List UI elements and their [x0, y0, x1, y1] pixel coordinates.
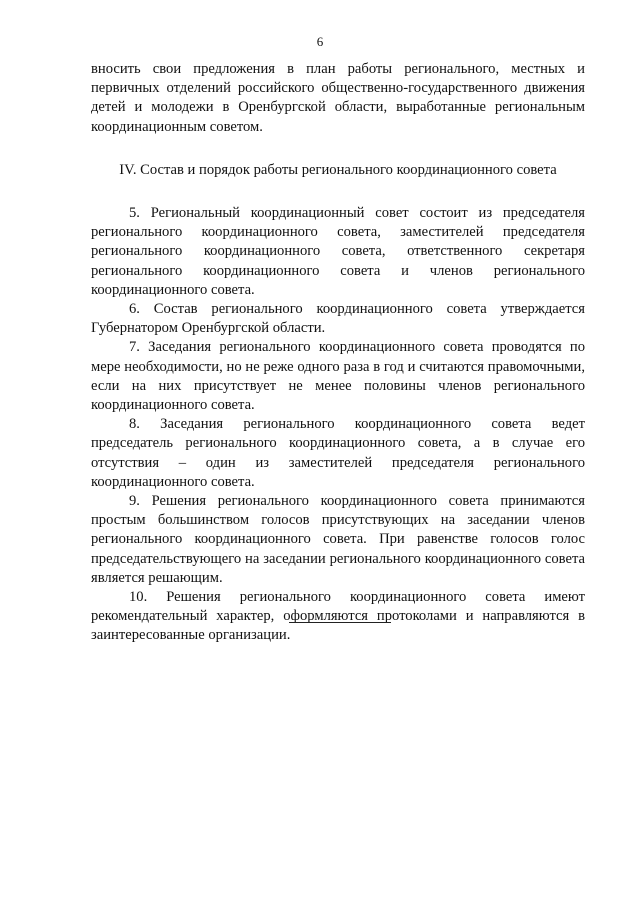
paragraph-item-7: 7. Заседания регионального координационного совета проводятся по мере необходимости, но не реже одного раза в год и считаются правомочными, если на них присутствует не менее половины членов регионального координационного совета. [91, 339, 585, 414]
paragraph-item-8: 8. Заседания регионального координационного совета ведет председатель регионального координационного совета, а в случае его отсутствия – один из заместителей председателя регионального координационного совета. [91, 416, 585, 490]
section-heading: IV. Состав и порядок работы регионального координационного совета [119, 161, 557, 178]
end-of-text-rule [289, 622, 391, 623]
document-body [91, 60, 585, 646]
paragraph-item-6: 6. Состав регионального координационного совета утверждается Губернатором Оренбургской области. [91, 301, 585, 337]
intro-paragraph: вносить свои предложения в план работы регионального, местных и первичных отделений российского общественно-государственного движения детей и молодежи в Оренбургской области, выработанные региональным координационным советом. [91, 61, 585, 135]
paragraph-item-10: 10. Решения регионального координационного совета имеют рекомендательный характер, оформляются протоколами и направляются в заинтересованные организации. [91, 589, 585, 644]
paragraph-item-5: 5. Региональный координационный совет состоит из председателя регионального координационного совета, заместителей председателя регионального координационного совета, ответственного секретаря регионального координационного совета и членов регионального координационного совета. [91, 205, 585, 298]
paragraph-item-9: 9. Решения регионального координационного совета принимаются простым большинством голосов присутствующих на заседании членов регионального координационного совета. При равенстве голосов голос председательствующего на заседании регионального координационного совета является решающим. [91, 493, 585, 586]
page-number: 6 [316, 34, 324, 49]
